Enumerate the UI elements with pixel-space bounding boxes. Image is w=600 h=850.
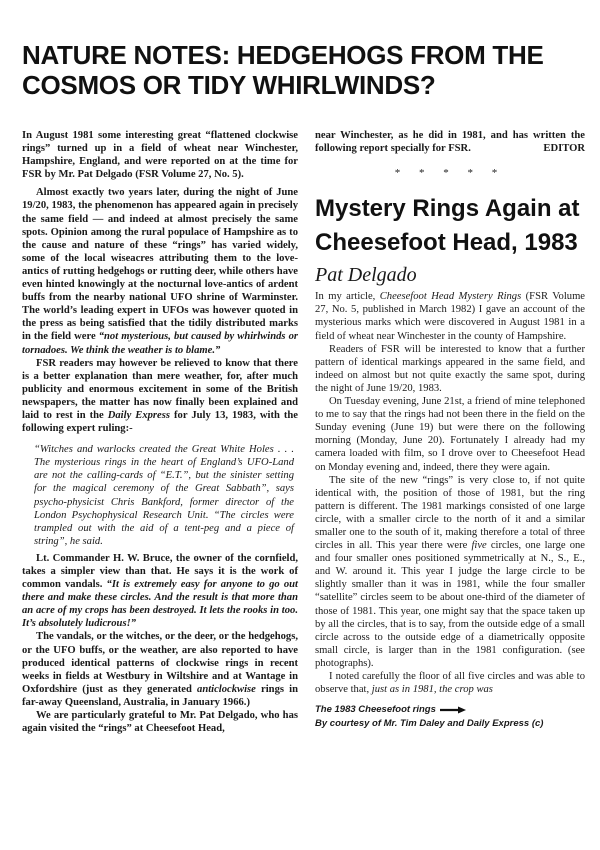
author-byline: Pat Delgado — [315, 264, 417, 287]
article-reference: Cheesefoot Head Mystery Rings — [379, 291, 522, 303]
paragraph-text: The site of the new “rings” is very close to, if not quite identical with, the position of those of 1981, but the ring pattern is different. The 1981 markings consisted of one large circle, with a smaller circle to the north of it and a similar smaller one to the south of it, making therefore a total of three circles in all. This year there were — [315, 474, 585, 552]
landowner-quote: “It is extremely easy for anyone to go out there and make these circles. And the result is that more than an acre of my crops has been destroyed. It lets the rooks in too. It’s absolutely ludicrous!” — [22, 579, 298, 630]
left-column — [22, 129, 298, 735]
section-divider-stars: * * * * * — [394, 167, 506, 180]
paragraph-text: FSR readers may however be relieved to know that there is a better explanation than mere weather, for, after much publicity and enormous excitement in some of the British newspapers, the matter has now finally been explained and laid to rest in the — [22, 357, 298, 421]
right-column — [315, 129, 585, 731]
paragraph-rings-return — [22, 186, 298, 356]
caption-text: The 1983 Cheesefoot rings — [315, 704, 436, 716]
right-arrow-icon — [440, 706, 466, 714]
paragraph-text: Lt. Commander H. W. Bruce, the owner of the cornfield, takes a simpler view than that. He says it is the work of common vandals. — [22, 552, 298, 591]
intro-continuation — [315, 129, 585, 155]
newspaper-name: Daily Express — [107, 409, 171, 421]
photo-caption — [315, 703, 585, 717]
paragraph-text: near Winchester, as he did in 1981, and has written the following report specially for FSR. — [315, 130, 585, 155]
photo-credit: By courtesy of Mr. Tim Daley and Daily Express (c) — [315, 718, 544, 730]
article-title: Mystery Rings Again at Cheesefoot Head, 1983 — [315, 195, 580, 257]
intro-paragraph: In August 1981 some interesting great “flattened clockwise rings” turned up in a field of wheat near Winchester, Hampshire, England, and were reported on at the time for FSR by Mr. Pat Delgado (FSR Volume 27, No. 5). — [22, 130, 298, 181]
headline: NATURE NOTES: HEDGEHOGS FROM THE COSMOS OR TIDY WHIRLWINDS? — [22, 40, 544, 100]
article-paragraph-3: On Tuesday evening, June 21st, a friend of mine telephoned to me to say that the rings had not been there in the field on the Sunday evening (June 19) but were there on the following morning (Monday, June 20). Fortunately I already had my camera loaded with film, so I drove over to Cheesefoot Head on Monday evening and, indeed, there they were again. — [315, 396, 585, 473]
paragraph-text: In my article, — [315, 291, 380, 303]
paragraph-other-sites — [22, 630, 298, 709]
paragraph-landowner — [22, 552, 298, 631]
paragraph-text: The vandals, or the witches, or the deer, or the hedgehogs, or the UFO buffs, or the weather, are also reported to have produced identical patterns of clockwise rings in recent weeks in fields at Westbury in Wiltshire and at Wantage in Oxfordshire (just as they generated — [22, 631, 298, 695]
anticlockwise-word: anticlockwise — [197, 683, 256, 695]
article-paragraph-1 — [315, 290, 585, 342]
continued-italic: just as in 1981, the crop was — [371, 684, 493, 696]
article-paragraph-5 — [315, 670, 585, 696]
paragraph-thanks: We are particularly grateful to Mr. Pat Delgado, who has again visited the “rings” at Cheesefoot Head, — [22, 710, 298, 735]
paragraph-text: for July 13, 1983, with the following expert ruling:- — [22, 409, 299, 435]
paragraph-text: I noted carefully the floor of all five circles and was able to observe that, — [315, 671, 585, 696]
five-word: five — [471, 540, 487, 552]
paragraph-text: circles, one large one and four smaller ones positioned symmetrically at N., S., E., and W. around it. This year I judge the large circle to be slightly smaller than it was in 1981, while the four smaller “satellite” circles seem to be about one-third of the diameter of those of 1981. This year, one might say that the space taken up by all the circles, that is to say, from the outside edge of a small circle across to the outside edge of a diametrically opposite small circle, is larger than in the 1981 configuration. (see photographs). — [315, 540, 585, 669]
article-paragraph-4 — [315, 474, 585, 670]
paragraph-text: Almost exactly two years later, during the night of June 19/20, 1983, the phenomenon has appeared again in precisely the same field — and indeed at almost precisely the same spots. Opinion among the rural populace of Hampshire as to the cause and nature of these “rings” has varied widely, some of the local wiseacres attributing them to the love-antics of rutting hedgehogs or rutting deer, while others have even hinted knowingly at the nocturnal love-antics of ardent buffs from the nearby national UFO shrine of Warminster. The world’s leading expert in UFOs was however quoted in the press as being satisfied that the tidily distributed marks in the field were — [22, 187, 298, 343]
expert-quote: “not mysterious, but caused by whirlwinds or tornadoes. We think the weather is to blame.” — [22, 331, 299, 356]
paragraph-text: rings in far-away Queensland, Australia, in January 1966.) — [22, 683, 298, 708]
editor-signature: EDITOR — [543, 143, 585, 155]
paragraph-text: (FSR Volume 27, No. 5, published in March 1982) I gave an account of the mysterious marks which were discovered in August 1981 in a field of wheat near Winchester in the county of Hampshire. — [315, 291, 586, 342]
article-paragraph-2: Readers of FSR will be interested to know that a further pattern of identical markings appeared in the same field, and indeed on almost but not quite exactly the same spot, during the night of June 19/20, 1983. — [315, 343, 585, 394]
witches-quote: “Witches and warlocks created the Great White Holes . . . The mysterious rings in the heart of England’s UFO-Land are not the calling-cards of “E.T.”, but the sinister setting for the magical ceremony of the Great Sabbath”, says psycho-physicist Chris Bankford, former director of the London Psychophysical Research Unit. “The circles were trampled out with the aid of a tent-peg and a piece of string”, he said. — [34, 444, 294, 547]
paragraph-explanation — [22, 357, 298, 436]
